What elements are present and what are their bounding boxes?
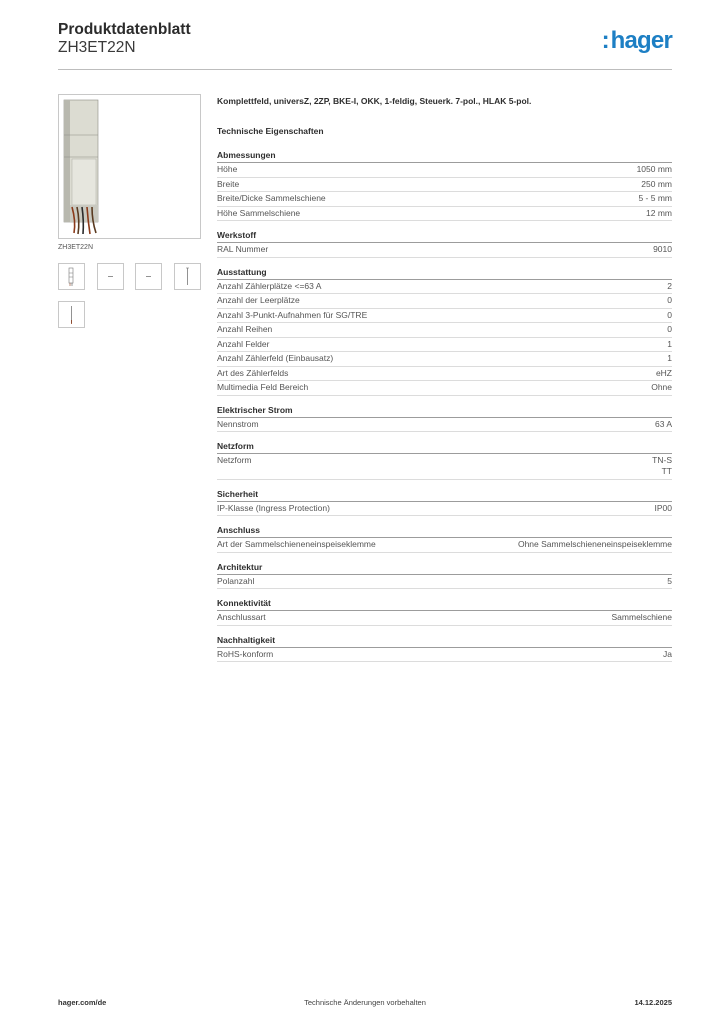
property-value bbox=[652, 455, 672, 477]
section-title: Werkstoff bbox=[217, 229, 672, 243]
footer-website: hager.com/de bbox=[58, 998, 107, 1007]
page-header bbox=[58, 21, 672, 70]
section bbox=[217, 561, 672, 590]
meter-cabinet-illustration bbox=[59, 95, 200, 238]
property-value-line: 2 bbox=[667, 280, 672, 291]
property-value-line: 1 bbox=[667, 353, 672, 363]
property-row bbox=[217, 338, 672, 353]
section bbox=[217, 597, 672, 626]
property-label: RAL Nummer bbox=[217, 244, 269, 254]
product-description: Komplettfeld, universZ, 2ZP, BKE-I, OKK, 1-feldig, Steuerk. 7-pol., HLAK 5-pol. bbox=[217, 96, 532, 106]
product-code: ZH3ET22N bbox=[58, 39, 136, 56]
property-value bbox=[667, 324, 672, 335]
property-label: Anzahl der Leerplätze bbox=[217, 295, 300, 305]
property-value bbox=[667, 281, 672, 292]
property-value-line: 1050 mm bbox=[636, 164, 672, 174]
section bbox=[217, 488, 672, 517]
technical-properties-heading: Technische Eigenschaften bbox=[217, 126, 324, 136]
property-value-line: 250 mm bbox=[641, 178, 672, 189]
property-label: Höhe bbox=[217, 164, 238, 174]
property-value-line: 0 bbox=[667, 324, 672, 334]
property-row bbox=[217, 243, 672, 258]
property-value-line: IP00 bbox=[654, 502, 672, 513]
section-title: Abmessungen bbox=[217, 149, 672, 163]
property-value bbox=[638, 193, 672, 204]
section-title: Architektur bbox=[217, 561, 672, 575]
dimension-drawing-icon bbox=[98, 264, 123, 289]
section bbox=[217, 634, 672, 663]
section-title: Ausstattung bbox=[217, 266, 672, 280]
product-image bbox=[58, 94, 201, 239]
property-value bbox=[637, 164, 672, 175]
property-label: IP-Klasse (Ingress Protection) bbox=[217, 502, 330, 513]
section-title: Anschluss bbox=[217, 524, 672, 538]
footer-date: 14.12.2025 bbox=[634, 998, 672, 1007]
property-value-line: 9010 bbox=[653, 244, 672, 254]
property-row bbox=[217, 575, 672, 590]
property-label: RoHS-konform bbox=[217, 648, 274, 659]
property-label: Breite/Dicke Sammelschiene bbox=[217, 193, 326, 203]
property-row bbox=[217, 454, 672, 480]
property-label: Anzahl Zählerfeld (Einbausatz) bbox=[217, 353, 334, 363]
property-value-line: Sammelschiene bbox=[611, 612, 672, 622]
property-value bbox=[655, 419, 672, 430]
thumbnail-profile[interactable] bbox=[58, 301, 85, 328]
property-value-line: Ohne bbox=[651, 382, 672, 392]
property-value-line: 0 bbox=[667, 309, 672, 320]
property-value-line: TN-S bbox=[652, 455, 672, 465]
property-value-line: 12 mm bbox=[646, 207, 672, 218]
property-value bbox=[667, 576, 672, 587]
property-value bbox=[653, 244, 672, 255]
product-details bbox=[217, 95, 672, 670]
property-row bbox=[217, 381, 672, 396]
property-value-line: Ohne Sammelschieneneinspeiseklemme bbox=[517, 539, 672, 549]
section-title: Elektrischer Strom bbox=[217, 404, 672, 418]
section-title: Konnektivität bbox=[217, 597, 672, 611]
section bbox=[217, 266, 672, 396]
property-row bbox=[217, 502, 672, 517]
property-label: Höhe Sammelschiene bbox=[217, 207, 301, 218]
property-value bbox=[646, 208, 672, 219]
property-label: Anzahl 3-Punkt-Aufnahmen für SG/TRE bbox=[217, 309, 368, 320]
thumbnail-cabinet[interactable] bbox=[58, 263, 85, 290]
section-title: Sicherheit bbox=[217, 488, 672, 502]
property-value bbox=[641, 179, 672, 190]
property-label: Art des Zählerfelds bbox=[217, 367, 289, 378]
logo-text: hager bbox=[610, 27, 672, 54]
property-value bbox=[667, 295, 672, 306]
properties-sections bbox=[217, 149, 672, 662]
property-row bbox=[217, 367, 672, 382]
property-value-line: 0 bbox=[667, 295, 672, 305]
property-value bbox=[663, 649, 672, 660]
property-row bbox=[217, 611, 672, 626]
property-value bbox=[612, 612, 672, 623]
property-value bbox=[667, 353, 672, 364]
thumbnail-side-view[interactable] bbox=[174, 263, 201, 290]
property-value bbox=[518, 539, 672, 550]
property-value-line: TT bbox=[661, 466, 672, 476]
thumbnail-dimension-2[interactable] bbox=[135, 263, 162, 290]
hager-logo: :hager bbox=[601, 27, 672, 54]
property-row bbox=[217, 352, 672, 367]
document-title: Produktdatenblatt bbox=[58, 21, 191, 38]
property-value-line: 63 A bbox=[654, 418, 672, 429]
section bbox=[217, 440, 672, 480]
side-view-icon bbox=[175, 264, 200, 289]
property-row bbox=[217, 163, 672, 178]
property-value-line: 5 bbox=[667, 575, 672, 586]
property-value-line: Ja bbox=[663, 648, 672, 659]
property-label: Polanzahl bbox=[217, 575, 255, 586]
section-title: Nachhaltigkeit bbox=[217, 634, 672, 648]
property-value bbox=[656, 368, 672, 379]
property-row bbox=[217, 207, 672, 222]
property-row bbox=[217, 309, 672, 324]
property-value-line: eHZ bbox=[655, 367, 672, 378]
property-row bbox=[217, 538, 672, 553]
property-value bbox=[667, 310, 672, 321]
thumbnail-dimension-1[interactable] bbox=[97, 263, 124, 290]
property-value bbox=[651, 382, 672, 393]
property-value-line: 1 bbox=[667, 338, 672, 349]
property-value bbox=[667, 339, 672, 350]
property-label: Multimedia Feld Bereich bbox=[217, 382, 309, 392]
property-row bbox=[217, 280, 672, 295]
property-label: Anschlussart bbox=[217, 612, 266, 622]
section-title: Netzform bbox=[217, 440, 672, 454]
property-row bbox=[217, 648, 672, 663]
property-row bbox=[217, 418, 672, 433]
property-label: Nennstrom bbox=[217, 418, 259, 429]
image-caption: ZH3ET22N bbox=[58, 244, 94, 251]
section bbox=[217, 404, 672, 433]
property-label: Anzahl Felder bbox=[217, 338, 270, 349]
footer-note: Technische Änderungen vorbehalten bbox=[304, 998, 426, 1007]
property-label: Breite bbox=[217, 178, 240, 189]
property-label: Anzahl Reihen bbox=[217, 324, 273, 334]
property-row bbox=[217, 192, 672, 207]
property-label: Netzform bbox=[217, 455, 252, 465]
profile-view-icon bbox=[59, 302, 84, 327]
property-value bbox=[655, 503, 673, 514]
property-label: Art der Sammelschieneneinspeiseklemme bbox=[217, 539, 376, 549]
section bbox=[217, 524, 672, 553]
property-value-line: 5 - 5 mm bbox=[638, 193, 672, 203]
property-row bbox=[217, 294, 672, 309]
property-label: Anzahl Zählerplätze <=63 A bbox=[217, 280, 322, 291]
section bbox=[217, 149, 672, 221]
section bbox=[217, 229, 672, 258]
property-row bbox=[217, 178, 672, 193]
property-row bbox=[217, 323, 672, 338]
dimension-drawing-icon bbox=[136, 264, 161, 289]
cabinet-thumbnail-icon bbox=[59, 264, 84, 289]
